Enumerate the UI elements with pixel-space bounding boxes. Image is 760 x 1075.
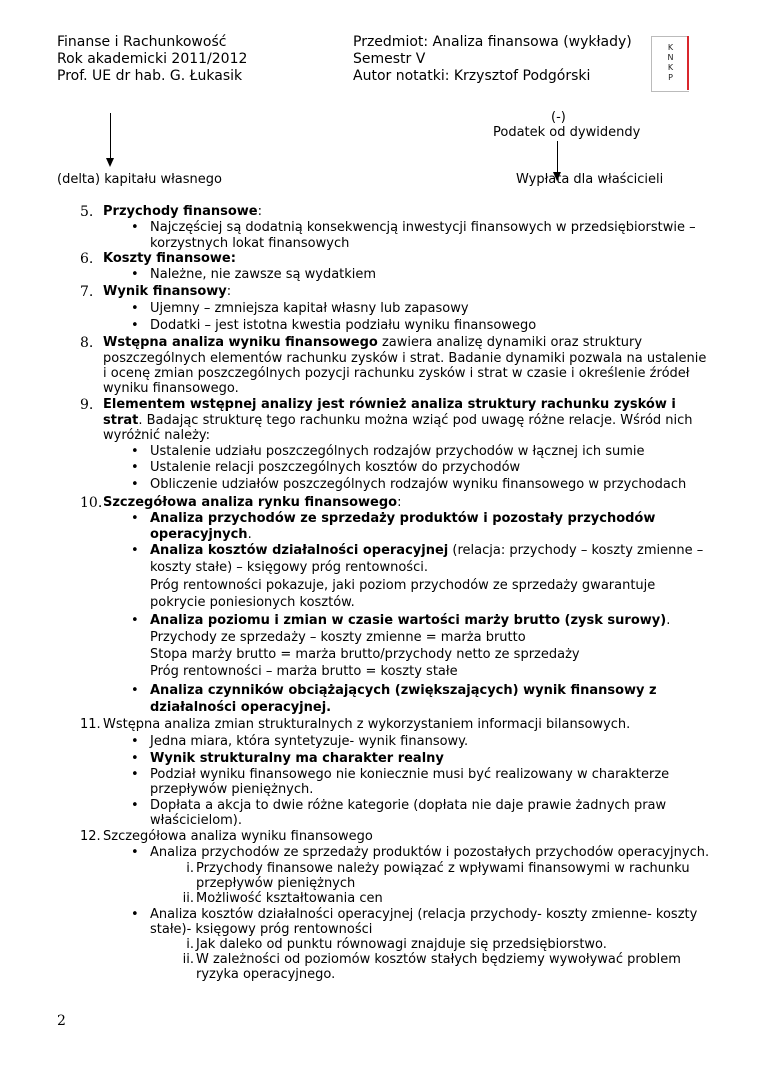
roman-numeral: i. — [186, 861, 194, 876]
bullet: • — [131, 543, 139, 558]
bullet: • — [131, 683, 139, 698]
item-number: 11. — [80, 717, 101, 732]
item-10-b1b: operacyjnych — [150, 527, 248, 542]
diagram-minus: (-) — [551, 110, 566, 125]
logo-red-bar — [687, 36, 689, 90]
item-5-title-rest: : — [257, 204, 262, 219]
item-11-bullet-line: Dopłata a akcja to dwie różne kategorie (dopłata nie daje prawie żadnych praw — [150, 798, 667, 813]
item-12-bullet: Analiza przychodów ze sprzedaży produktów i pozostałych przychodów operacyjnych. — [150, 845, 710, 860]
diagram-left-label: (delta) kapitału własnego — [57, 172, 222, 187]
header-author: Autor notatki: Krzysztof Podgórski — [353, 68, 591, 84]
item-12-title: Szczegółowa analiza wyniku finansowego — [103, 829, 373, 844]
item-10-bullet-line — [150, 613, 670, 629]
item-7-title — [103, 284, 231, 300]
item-8-line: i ocenę zmian poszczególnych pozycji rachunku zysków i strat w czasie i określenie źródeł — [103, 366, 690, 381]
item-9-line-rest: . Badając strukturę tego rachunku można wziąć pod uwagę różne relacje. Wśród nich — [138, 413, 693, 428]
item-8-line: poszczególnych elementów rachunku zysków i strat. Badanie dynamiki pozwala na ustalenie — [103, 351, 707, 366]
item-10-bullet-line — [150, 543, 703, 559]
item-12-sub-line: Jak daleko od punktu równowagi znajduje się przedsiębiorstwo. — [196, 937, 607, 952]
item-7-title-bold: Wynik finansowy — [103, 284, 227, 299]
item-5-bullet-line: Najczęściej są dodatnią konsekwencją inwestycji finansowych w przedsiębiorstwie – — [150, 220, 696, 235]
bullet: • — [131, 845, 139, 860]
item-7-title-rest: : — [226, 284, 232, 299]
header-semester: Semestr V — [353, 51, 426, 67]
item-5-title — [103, 204, 262, 220]
item-10-bullet-line: działalności operacyjnej. — [150, 700, 332, 715]
item-11-bullet-line: przepływów pieniężnych. — [150, 782, 314, 797]
bullet: • — [131, 798, 139, 813]
header-subject: Przedmiot: Analiza finansowa (wykłady) — [353, 34, 632, 50]
page-number: 2 — [57, 1013, 66, 1029]
knkp-logo — [651, 36, 689, 92]
roman-numeral: i. — [186, 937, 194, 952]
item-11-bullet-line: właścicielom). — [150, 813, 243, 828]
bullet: • — [131, 511, 139, 526]
item-9-line: wyróżnić należy: — [103, 428, 211, 443]
item-9-line — [103, 413, 693, 429]
item-10-b3-rest: . — [666, 613, 671, 628]
bullet: • — [131, 267, 139, 282]
item-11-title: Wstępna analiza zmian strukturalnych z wykorzystaniem informacji bilansowych. — [103, 717, 631, 732]
item-number: 10. — [80, 495, 103, 511]
item-8-line — [103, 335, 642, 351]
item-10-bullet-line: Próg rentowności – marża brutto = koszty stałe — [150, 664, 458, 679]
item-10-bullet-line: koszty stałe) – księgowy próg rentowności. — [150, 560, 428, 575]
bullet: • — [131, 318, 139, 333]
item-10-bullet-line — [150, 527, 252, 543]
item-8-title: Wstępna analiza wyniku finansowego — [103, 335, 378, 350]
item-number: 12. — [80, 829, 101, 844]
item-number: 7. — [80, 284, 94, 300]
item-9-bullet: Ustalenie udziału poszczególnych rodzajów przychodów w łącznej ich sumie — [150, 444, 645, 459]
bullet: • — [131, 767, 139, 782]
bullet: • — [131, 907, 139, 922]
item-8-line-rest: zawiera analizę dynamiki oraz struktury — [377, 335, 643, 350]
item-10-bullet-line: Stopa marży brutto = marża brutto/przychody netto ze sprzedaży — [150, 647, 580, 662]
item-10-title-bold: Szczegółowa analiza rynku finansowego — [103, 495, 398, 510]
item-12-sub-line: Przychody finansowe należy powiązać z wpływami finansowymi w rachunku — [196, 861, 690, 876]
diagram-tax: Podatek od dywidendy — [493, 125, 641, 140]
item-number: 8. — [80, 335, 94, 351]
item-number: 6. — [80, 251, 94, 267]
bullet: • — [131, 613, 139, 628]
item-12-sub-line: przepływów pieniężnych — [196, 876, 356, 891]
header-professor: Prof. UE dr hab. G. Łukasik — [57, 68, 243, 84]
logo-letter: K — [667, 43, 674, 52]
item-10-b3-bold: Analiza poziomu i zmian w czasie wartości marży brutto (zysk surowy) — [150, 613, 667, 628]
bullet: • — [131, 477, 139, 492]
logo-letter: N — [667, 53, 674, 62]
roman-numeral: ii. — [182, 952, 194, 967]
item-10-b2-bold: Analiza kosztów działalności operacyjnej — [150, 543, 449, 558]
bullet: • — [131, 444, 139, 459]
item-8-line: wyniku finansowego. — [103, 381, 239, 396]
diagram-right-label: Wypłata dla właścicieli — [516, 172, 664, 187]
item-6-bullet: Należne, nie zawsze są wydatkiem — [150, 267, 377, 282]
bullet: • — [131, 301, 139, 316]
item-number: 9. — [80, 397, 94, 413]
item-10-bullet-line: Analiza czynników obciążających (zwiększających) wynik finansowy z — [150, 683, 657, 698]
arrow-right-line — [557, 141, 558, 173]
item-12-bullet-line: Analiza kosztów działalności operacyjnej (relacja przychody- koszty zmienne- koszty — [150, 907, 698, 922]
logo-letter: K — [667, 63, 674, 72]
logo-letter: P — [668, 73, 673, 82]
item-9-title: Elementem wstępnej analizy jest również analiza struktury rachunku zysków i — [103, 397, 676, 412]
item-10-b2-rest: (relacja: przychody – koszty zmienne – — [448, 543, 704, 558]
bullet: • — [131, 751, 139, 766]
item-12-sub-line: W zależności od poziomów kosztów stałych będziemy wywoływać problem — [196, 952, 681, 967]
item-7-bullet: Dodatki – jest istotna kwestia podziału wyniku finansowego — [150, 318, 537, 333]
item-10-title-rest: : — [397, 495, 402, 510]
item-9-bullet: Ustalenie relacji poszczególnych kosztów do przychodów — [150, 460, 521, 475]
item-11-bullet: Jedna miara, która syntetyzuje- wynik finansowy. — [150, 734, 469, 749]
item-5-bullet-line: korzystnych lokat finansowych — [150, 236, 350, 251]
item-10-b1b-rest: . — [247, 527, 252, 542]
item-11-bullet: Wynik strukturalny ma charakter realny — [150, 751, 444, 766]
item-10-bullet-line: Próg rentowności pokazuje, jaki poziom przychodów ze sprzedaży gwarantuje — [150, 578, 656, 593]
arrow-left-head — [106, 158, 114, 167]
item-9-bullet: Obliczenie udziałów poszczególnych rodzajów wyniku finansowego w przychodach — [150, 477, 687, 492]
header-course: Finanse i Rachunkowość — [57, 34, 227, 50]
item-12-bullet-line: stałe)- księgowy próg rentowności — [150, 922, 373, 937]
item-12-sub-line: ryzyka operacyjnego. — [196, 967, 336, 982]
item-5-title-bold: Przychody finansowe — [103, 204, 258, 219]
bullet: • — [131, 734, 139, 749]
item-12-sub-line: Możliwość kształtowania cen — [196, 891, 383, 906]
roman-numeral: ii. — [182, 891, 194, 906]
item-number: 5. — [80, 204, 94, 220]
item-9-title-end: strat — [103, 413, 139, 428]
bullet: • — [131, 220, 139, 235]
arrow-left-line — [110, 113, 111, 158]
item-10-bullet-line: Przychody ze sprzedaży – koszty zmienne = marża brutto — [150, 630, 526, 645]
item-10-bullet-line: pokrycie poniesionych kosztów. — [150, 595, 355, 610]
bullet: • — [131, 460, 139, 475]
header-year: Rok akademicki 2011/2012 — [57, 51, 248, 67]
item-6-title: Koszty finansowe: — [103, 251, 236, 266]
item-7-bullet: Ujemny – zmniejsza kapitał własny lub zapasowy — [150, 301, 469, 316]
item-10-title — [103, 495, 402, 511]
item-11-bullet-line: Podział wyniku finansowego nie koniecznie musi być realizowany w charakterze — [150, 767, 670, 782]
item-10-bullet-line: Analiza przychodów ze sprzedaży produktów i pozostały przychodów — [150, 511, 656, 526]
